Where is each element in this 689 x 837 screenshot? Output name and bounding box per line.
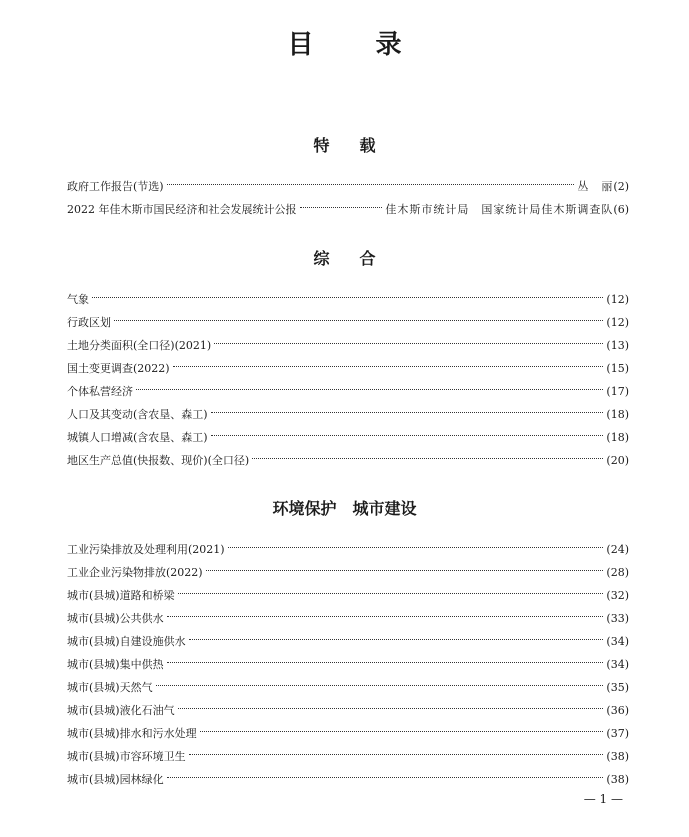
toc-entry-title: 城市(县城)自建设施供水 <box>67 635 186 648</box>
toc-entry[interactable] <box>67 406 629 424</box>
dot-leader <box>189 753 604 755</box>
dot-leader <box>252 457 603 459</box>
toc-entry-title: 人口及其变动(含农垦、森工) <box>67 408 208 421</box>
toc-entry[interactable] <box>67 452 629 470</box>
dot-leader <box>214 342 603 344</box>
toc-entry[interactable] <box>67 564 629 582</box>
dot-leader <box>136 388 603 390</box>
toc-entry[interactable] <box>67 337 629 355</box>
toc-entry-page: (15) <box>606 362 629 375</box>
toc-entry-page: (37) <box>606 727 629 740</box>
toc-entry-page: (28) <box>606 566 629 579</box>
toc-entry[interactable] <box>67 610 629 628</box>
toc-entry-page: (13) <box>606 339 629 352</box>
toc-entry-author: 丛 丽 <box>577 180 614 193</box>
dot-leader <box>167 661 604 663</box>
toc-entry[interactable] <box>67 702 629 720</box>
toc-entry-page: (12) <box>606 293 629 306</box>
dot-leader <box>211 434 604 436</box>
toc-entry-title: 个体私营经济 <box>67 385 133 398</box>
toc-entry-title: 2022 年佳木斯市国民经济和社会发展统计公报 <box>67 203 297 216</box>
toc-entry[interactable] <box>67 383 629 401</box>
toc-entry-title: 国土变更调查(2022) <box>67 362 170 375</box>
toc-entry-title: 城市(县城)市容环境卫生 <box>67 750 186 763</box>
toc-entry-title: 城市(县城)天然气 <box>67 681 153 694</box>
toc-entry[interactable] <box>67 314 629 332</box>
dot-leader <box>92 296 603 298</box>
dot-leader <box>228 546 604 548</box>
toc-entry-title: 城市(县城)排水和污水处理 <box>67 727 197 740</box>
toc-entry[interactable] <box>67 771 629 789</box>
toc-entry-page: (38) <box>606 773 629 786</box>
toc-entry-title: 城市(县城)集中供热 <box>67 658 164 671</box>
toc-entry-page: (20) <box>606 454 629 467</box>
toc-entry[interactable] <box>67 201 629 219</box>
toc-entry-title: 行政区划 <box>67 316 111 329</box>
dot-leader <box>173 365 604 367</box>
toc-entry[interactable] <box>67 541 629 559</box>
toc-entry-title: 城市(县城)道路和桥梁 <box>67 589 175 602</box>
section-heading-general: 综合 <box>313 249 406 268</box>
page-number: — 1 — <box>583 792 623 806</box>
dot-leader <box>200 730 604 732</box>
toc-entry[interactable] <box>67 291 629 309</box>
toc-entry-page: (6) <box>613 203 629 216</box>
toc-entry[interactable] <box>67 725 629 743</box>
dot-leader <box>114 319 603 321</box>
toc-entry-page: (34) <box>606 658 629 671</box>
toc-entry[interactable] <box>67 178 629 196</box>
toc-entry-page: (12) <box>606 316 629 329</box>
toc-entry[interactable] <box>67 429 629 447</box>
page-title: 目录 <box>287 30 464 60</box>
toc-entry-title: 工业污染排放及处理利用(2021) <box>67 543 225 556</box>
toc-entry[interactable] <box>67 587 629 605</box>
section-heading-special: 特载 <box>313 136 406 155</box>
section-heading-environment: 环境保护 城市建设 <box>272 499 417 518</box>
toc-entry-page: (35) <box>606 681 629 694</box>
toc-entry[interactable] <box>67 360 629 378</box>
toc-entry-page: (38) <box>606 750 629 763</box>
toc-entry-title: 城市(县城)公共供水 <box>67 612 164 625</box>
toc-entry-title: 城镇人口增减(含农垦、森工) <box>67 431 208 444</box>
dot-leader <box>300 206 383 208</box>
dot-leader <box>206 569 604 571</box>
toc-entry[interactable] <box>67 633 629 651</box>
dot-leader <box>178 592 604 594</box>
toc-entry-title: 地区生产总值(快报数、现价)(全口径) <box>67 454 250 467</box>
toc-entry-title: 气象 <box>67 293 89 306</box>
dot-leader <box>178 707 604 709</box>
toc-entry-page: (36) <box>606 704 629 717</box>
toc-entry-page: (33) <box>606 612 629 625</box>
toc-entry-title: 城市(县城)园林绿化 <box>67 773 164 786</box>
toc-entry-page: (2) <box>613 180 629 193</box>
toc-entry-page: (18) <box>606 431 629 444</box>
dot-leader <box>167 183 575 185</box>
toc-entry-page: (24) <box>606 543 629 556</box>
toc-entry-title: 工业企业污染物排放(2022) <box>67 566 203 579</box>
toc-entry-page: (32) <box>606 589 629 602</box>
toc-entry-title: 土地分类面积(全口径)(2021) <box>67 339 212 352</box>
dot-leader <box>156 684 604 686</box>
toc-entry[interactable] <box>67 748 629 766</box>
toc-entry-author: 佳木斯市统计局 国家统计局佳木斯调查队 <box>385 203 614 216</box>
dot-leader <box>167 776 604 778</box>
toc-entry[interactable] <box>67 679 629 697</box>
toc-entry-title: 政府工作报告(节选) <box>67 180 164 193</box>
toc-entry-page: (17) <box>606 385 629 398</box>
toc-entry-page: (34) <box>606 635 629 648</box>
dot-leader <box>167 615 604 617</box>
toc-entry-title: 城市(县城)液化石油气 <box>67 704 175 717</box>
toc-entry[interactable] <box>67 656 629 674</box>
toc-entry-page: (18) <box>606 408 629 421</box>
dot-leader <box>211 411 604 413</box>
dot-leader <box>189 638 604 640</box>
